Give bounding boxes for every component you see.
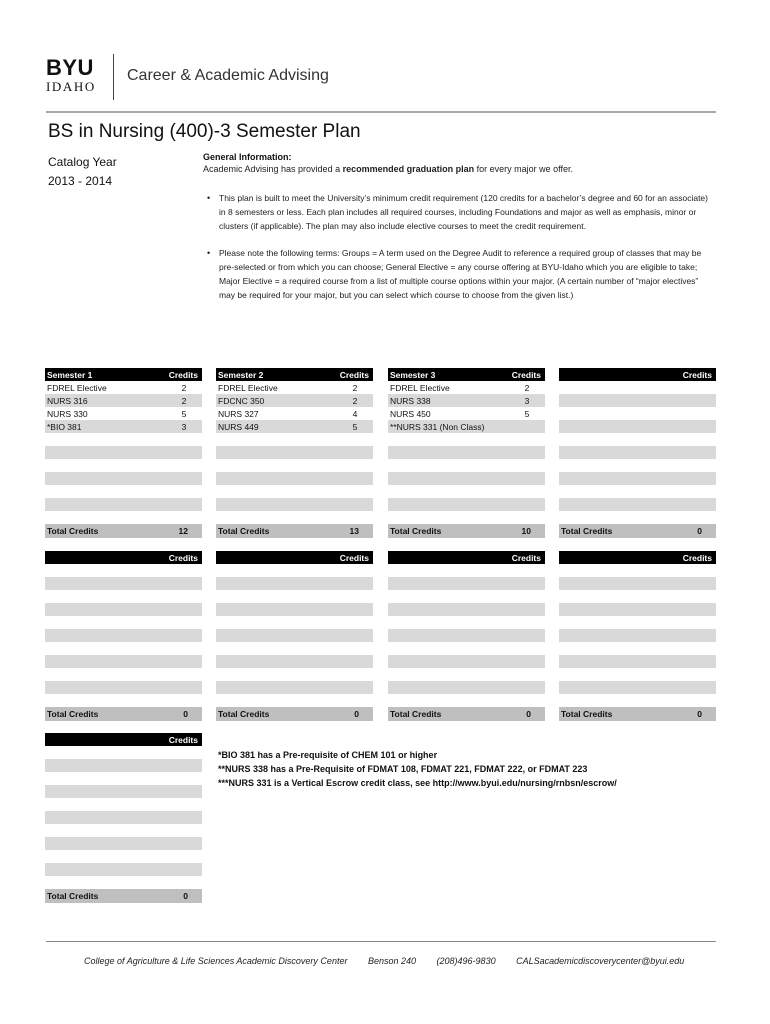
credits-header: Credits	[339, 369, 369, 380]
course-credits: 2	[181, 382, 187, 393]
general-info-title: General Information:	[203, 152, 292, 162]
footer-email: CALSacademicdiscoverycenter@byui.edu	[516, 956, 685, 966]
course-name: NURS 327	[218, 408, 259, 419]
course-row	[45, 876, 202, 889]
course-row	[559, 668, 716, 681]
course-row	[559, 498, 716, 511]
total-credits-row	[45, 889, 202, 903]
course-row	[216, 459, 373, 472]
course-row	[45, 746, 202, 759]
course-row	[45, 824, 202, 837]
course-row	[388, 498, 545, 511]
total-credits-label: Total Credits	[218, 709, 270, 719]
total-credits-value: 13	[349, 526, 359, 536]
course-row	[45, 759, 202, 772]
course-row	[216, 577, 373, 590]
total-credits-value: 12	[178, 526, 188, 536]
course-row	[388, 629, 545, 642]
logo-idaho-text: IDAHO	[46, 79, 96, 94]
course-credits: 4	[352, 408, 358, 419]
course-name: NURS 450	[390, 408, 431, 419]
semester-header	[388, 551, 545, 564]
semester-table	[216, 368, 373, 538]
total-credits-value: 0	[183, 709, 188, 719]
total-credits-row	[216, 707, 373, 721]
course-row	[559, 511, 716, 524]
course-credits: 5	[352, 421, 358, 432]
course-credits: 5	[524, 408, 530, 419]
total-credits-value: 0	[526, 709, 531, 719]
course-row	[388, 694, 545, 707]
logo-byu-text: BYU	[46, 55, 94, 80]
total-credits-label: Total Credits	[561, 709, 613, 719]
semester-name: Semester 1	[47, 369, 93, 380]
course-row	[559, 616, 716, 629]
course-row	[559, 577, 716, 590]
byu-idaho-logo	[46, 55, 102, 95]
course-credits: 2	[352, 395, 358, 406]
course-row	[45, 642, 202, 655]
course-row	[388, 603, 545, 616]
bullet-terms: • Please note the following terms: Groups = A term used on the Degree Audit to reference a required group of classes that may be pre-selected or from which you can choose; General Elective = any course offering at BYU-Idaho which you are eligible to take; Major Elective = a required course from a list of multiple course options within your major. (A certain number of “major electives” may be required for your major, but you can select which course to choose from the given list.)	[205, 246, 715, 302]
course-row	[45, 472, 202, 485]
total-credits-row	[216, 524, 373, 538]
course-row	[388, 381, 545, 394]
course-row	[216, 590, 373, 603]
course-row	[45, 668, 202, 681]
total-credits-value: 0	[697, 526, 702, 536]
course-row	[45, 811, 202, 824]
course-row	[559, 655, 716, 668]
bullet-credit-requirement: • This plan is built to meet the University’s minimum credit requirement (120 credits for a bachelor’s degree and 60 for an associate) in 8 semesters or less. Each plan includes all required courses, including Foundations and major as well as emphasis, minor or clusters (if applicable). The plan may also include elective courses to meet the credit requirement.	[205, 191, 715, 233]
course-row	[388, 668, 545, 681]
catalog-year-label: Catalog Year	[48, 155, 117, 169]
semester-header	[45, 368, 202, 381]
footer-center-name: College of Agriculture & Life Sciences Academic Discovery Center	[84, 956, 348, 966]
course-row	[45, 798, 202, 811]
total-credits-row	[45, 707, 202, 721]
total-credits-value: 0	[697, 709, 702, 719]
course-row	[45, 485, 202, 498]
credits-header: Credits	[511, 552, 541, 563]
course-row	[559, 381, 716, 394]
credits-header: Credits	[682, 369, 712, 380]
course-credits: 5	[181, 408, 187, 419]
course-row	[216, 681, 373, 694]
course-row	[216, 446, 373, 459]
course-row	[559, 446, 716, 459]
semester-table	[559, 551, 716, 721]
total-credits-label: Total Credits	[390, 526, 442, 536]
total-credits-label: Total Credits	[561, 526, 613, 536]
logo-divider	[113, 54, 114, 100]
semester-header	[216, 551, 373, 564]
course-row	[45, 850, 202, 863]
course-credits: 2	[524, 382, 530, 393]
credits-header: Credits	[339, 552, 369, 563]
course-name: FDCNC 350	[218, 395, 265, 406]
course-row	[388, 681, 545, 694]
credits-header: Credits	[168, 552, 198, 563]
course-credits: 3	[524, 395, 530, 406]
course-row	[216, 629, 373, 642]
course-row	[388, 655, 545, 668]
course-row	[45, 459, 202, 472]
footer	[84, 956, 702, 966]
course-row	[45, 603, 202, 616]
course-row	[388, 485, 545, 498]
course-name: NURS 449	[218, 421, 259, 432]
course-row	[216, 616, 373, 629]
course-credits: 3	[181, 421, 187, 432]
course-row	[388, 394, 545, 407]
course-row	[388, 590, 545, 603]
total-credits-label: Total Credits	[47, 709, 99, 719]
semester-name: Semester 3	[390, 369, 436, 380]
course-row	[559, 590, 716, 603]
course-row	[45, 446, 202, 459]
course-row	[559, 459, 716, 472]
total-credits-label: Total Credits	[47, 891, 99, 901]
total-credits-row	[45, 524, 202, 538]
course-row	[216, 642, 373, 655]
footnote: *BIO 381 has a Pre-requisite of CHEM 101 or higher	[218, 750, 438, 760]
course-row	[216, 511, 373, 524]
course-row	[559, 603, 716, 616]
course-row	[216, 420, 373, 433]
course-row	[559, 629, 716, 642]
semester-table	[388, 368, 545, 538]
semester-header	[45, 733, 202, 746]
total-credits-row	[388, 524, 545, 538]
course-row	[216, 485, 373, 498]
course-name: NURS 316	[47, 395, 88, 406]
credits-header: Credits	[168, 734, 198, 745]
total-credits-value: 0	[183, 891, 188, 901]
course-row	[388, 459, 545, 472]
course-row	[45, 577, 202, 590]
semester-table	[45, 368, 202, 538]
footnote: **NURS 338 has a Pre-Requisite of FDMAT 108, FDMAT 221, FDMAT 222, or FDMAT 223	[218, 764, 588, 774]
course-row	[45, 655, 202, 668]
course-row	[216, 433, 373, 446]
course-row	[45, 694, 202, 707]
course-row	[388, 433, 545, 446]
course-row	[559, 681, 716, 694]
course-credits: 2	[352, 382, 358, 393]
footnote: ***NURS 331 is a Vertical Escrow credit class, see http://www.byui.edu/nursing/rnbsn/escrow/	[218, 778, 617, 788]
footer-room: Benson 240	[367, 956, 417, 966]
semester-header	[559, 368, 716, 381]
course-row	[559, 433, 716, 446]
course-row	[559, 485, 716, 498]
course-row	[388, 577, 545, 590]
semester-header	[388, 368, 545, 381]
course-row	[216, 394, 373, 407]
semester-table	[559, 368, 716, 538]
credits-header: Credits	[511, 369, 541, 380]
semester-table	[45, 551, 202, 721]
total-credits-row	[388, 707, 545, 721]
course-row	[216, 472, 373, 485]
course-row	[45, 564, 202, 577]
course-row	[45, 681, 202, 694]
credits-header: Credits	[168, 369, 198, 380]
course-name: *BIO 381	[47, 421, 82, 432]
course-row	[216, 407, 373, 420]
total-credits-value: 10	[521, 526, 531, 536]
course-row	[45, 407, 202, 420]
catalog-year-value: 2013 - 2014	[48, 174, 113, 188]
course-row	[45, 394, 202, 407]
total-credits-label: Total Credits	[218, 526, 270, 536]
course-row	[45, 511, 202, 524]
footnotes	[218, 748, 617, 790]
course-row	[388, 511, 545, 524]
course-row	[216, 694, 373, 707]
course-row	[559, 694, 716, 707]
total-credits-value: 0	[354, 709, 359, 719]
general-info-bullets	[205, 191, 715, 315]
semester-header	[45, 551, 202, 564]
course-row	[388, 420, 545, 433]
footer-rule	[46, 941, 716, 942]
course-row	[388, 446, 545, 459]
total-credits-row	[559, 524, 716, 538]
course-name: **NURS 331 (Non Class)	[390, 421, 485, 432]
course-row	[216, 655, 373, 668]
header-rule	[46, 111, 716, 113]
department-name: Career & Academic Advising	[127, 67, 329, 84]
course-row	[388, 472, 545, 485]
total-credits-row	[559, 707, 716, 721]
course-row	[388, 564, 545, 577]
course-row	[45, 498, 202, 511]
course-row	[388, 407, 545, 420]
course-row	[45, 616, 202, 629]
page-title: BS in Nursing (400)-3 Semester Plan	[48, 121, 361, 142]
course-name: NURS 330	[47, 408, 88, 419]
course-row	[45, 785, 202, 798]
course-row	[45, 863, 202, 876]
course-row	[559, 420, 716, 433]
course-row	[216, 668, 373, 681]
course-name: FDREL Elective	[47, 382, 107, 393]
course-name: FDREL Elective	[218, 382, 278, 393]
course-row	[216, 603, 373, 616]
intro-text-end: for every major we offer.	[474, 164, 573, 174]
course-name: FDREL Elective	[390, 382, 450, 393]
course-row	[216, 381, 373, 394]
total-credits-label: Total Credits	[47, 526, 99, 536]
general-info-intro	[203, 164, 573, 174]
semester-table	[45, 733, 202, 903]
course-row	[45, 837, 202, 850]
course-row	[559, 394, 716, 407]
course-row	[388, 642, 545, 655]
course-name: NURS 338	[390, 395, 431, 406]
course-row	[216, 498, 373, 511]
course-row	[559, 407, 716, 420]
semester-header	[216, 368, 373, 381]
semester-table	[216, 551, 373, 721]
course-row	[45, 772, 202, 785]
credits-header: Credits	[682, 552, 712, 563]
intro-text-start: Academic Advising has provided a	[203, 164, 343, 174]
footer-phone: (208)496-9830	[436, 956, 496, 966]
total-credits-label: Total Credits	[390, 709, 442, 719]
course-row	[45, 629, 202, 642]
course-row	[388, 616, 545, 629]
course-row	[216, 564, 373, 577]
course-row	[559, 472, 716, 485]
course-row	[45, 433, 202, 446]
course-row	[559, 642, 716, 655]
semester-name: Semester 2	[218, 369, 264, 380]
semester-header	[559, 551, 716, 564]
course-row	[559, 564, 716, 577]
course-row	[45, 381, 202, 394]
course-credits: 2	[181, 395, 187, 406]
course-row	[45, 420, 202, 433]
intro-text-bold: recommended graduation plan	[342, 164, 475, 174]
semester-table	[388, 551, 545, 721]
course-row	[45, 590, 202, 603]
